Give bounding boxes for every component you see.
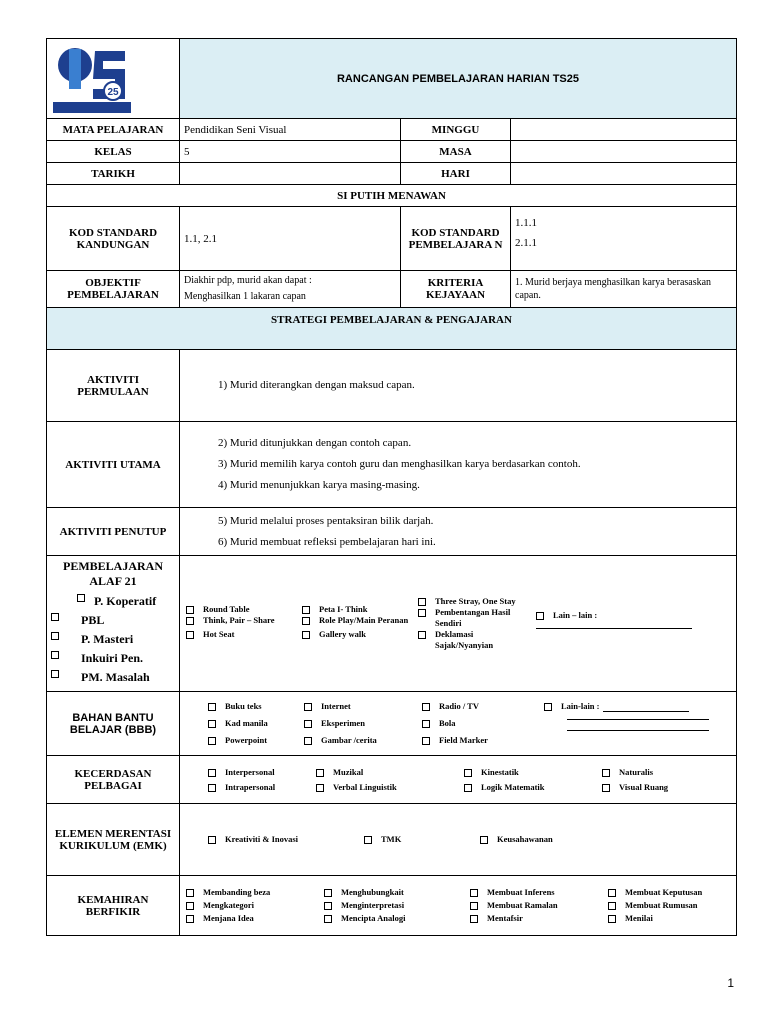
hari-value[interactable] — [511, 163, 737, 185]
emk-options — [208, 834, 732, 845]
bbb-option[interactable]: Eksperimen — [304, 718, 418, 729]
checkbox-icon[interactable] — [302, 617, 310, 625]
activity-item: 6) Murid membuat refleksi pembelajaran hari ini. — [218, 535, 436, 548]
checkbox-icon[interactable] — [536, 612, 544, 620]
aktiviti-permulaan-label: AKTIVITI PERMULAAN — [47, 350, 180, 422]
emk-option[interactable]: Kreativiti & Inovasi — [208, 834, 360, 845]
kemahiran-option[interactable]: Menilai — [608, 913, 732, 924]
pa21-option[interactable]: Gallery walk — [302, 629, 414, 640]
checkbox-icon[interactable] — [480, 836, 488, 844]
checkbox-icon[interactable] — [464, 769, 472, 777]
bbb-option[interactable]: Gambar /cerita — [304, 735, 418, 746]
pa21-type-inkuiri[interactable]: Inkuiri Pen. — [51, 649, 175, 668]
checkbox-icon[interactable] — [51, 613, 59, 621]
rph-table — [46, 38, 737, 936]
kecerdasan-option[interactable]: Interpersonal — [208, 767, 312, 778]
checkbox-icon[interactable] — [316, 769, 324, 777]
checkbox-icon[interactable] — [364, 836, 372, 844]
checkbox-icon[interactable] — [186, 606, 194, 614]
checkbox-icon[interactable] — [470, 889, 478, 897]
pa21-col — [536, 596, 732, 651]
aktiviti-utama-label: AKTIVITI UTAMA — [47, 422, 180, 508]
strategi-heading: STRATEGI PEMBELAJARAN & PENGAJARAN — [47, 308, 737, 350]
pa21-col — [302, 596, 414, 651]
pa21-label-cell — [47, 556, 180, 692]
ksp-item: 2.1.1 — [515, 237, 537, 249]
checkbox-icon[interactable] — [208, 703, 216, 711]
activity-item: 2) Murid ditunjukkan dengan contoh capan. — [218, 437, 412, 449]
pa21-col — [186, 596, 298, 651]
kemahiran-option[interactable]: Menghubungkait — [324, 887, 466, 898]
bbb-options — [208, 701, 732, 746]
kecerdasan-options-cell — [180, 756, 737, 804]
checkbox-icon[interactable] — [186, 617, 194, 625]
hari-label: HARI — [401, 163, 511, 185]
pa21-option[interactable]: Three Stray, One Stay — [418, 596, 532, 607]
mata-pelajaran-value[interactable]: Pendidikan Seni Visual — [180, 119, 401, 141]
page-number: 1 — [727, 976, 734, 990]
ksp-value[interactable] — [511, 207, 737, 271]
emk-options-cell — [180, 804, 737, 876]
pa21-option[interactable]: Pembentangan Hasil Sendiri — [418, 607, 532, 629]
pa21-type-pm-masalah[interactable]: PM. Masalah — [51, 668, 175, 687]
checkbox-icon[interactable] — [324, 915, 332, 923]
ts25-logo — [53, 41, 131, 113]
checkbox-icon[interactable] — [608, 902, 616, 910]
kecerdasan-option[interactable]: Verbal Linguistik — [316, 782, 460, 793]
kemahiran-option[interactable]: Menginterpretasi — [324, 900, 466, 911]
checkbox-icon[interactable] — [602, 784, 610, 792]
kemahiran-option[interactable]: Membuat Ramalan — [470, 900, 604, 911]
bbb-col — [544, 701, 732, 746]
checkbox-icon[interactable] — [544, 703, 552, 711]
checkbox-icon[interactable] — [418, 631, 426, 639]
kemahiran-option[interactable]: Mencipta Analogi — [324, 913, 466, 924]
kemahiran-options-cell — [180, 876, 737, 936]
ksp-item: 1.1.1 — [515, 217, 537, 229]
kecerdasan-option[interactable]: Intrapersonal — [208, 782, 312, 793]
pa21-option[interactable]: Peta I- Think — [302, 604, 414, 615]
activity-item: 5) Murid melalui proses pentaksiran bilik darjah. — [218, 514, 434, 527]
pa21-option[interactable]: Hot Seat — [186, 629, 298, 640]
bbb-col — [208, 701, 300, 746]
tarikh-label: TARIKH — [47, 163, 180, 185]
pa21-label: PEMBELAJARAN ALAF 21 — [62, 559, 163, 588]
checkbox-icon[interactable] — [186, 902, 194, 910]
bbb-lain[interactable]: Lain-lain : — [544, 701, 732, 712]
kemahiran-option[interactable]: Membuat Inferens — [470, 887, 604, 898]
logo-cell — [47, 39, 180, 119]
pa21-type-p-masteri[interactable]: P. Masteri — [51, 630, 175, 649]
checkbox-icon[interactable] — [186, 915, 194, 923]
checkbox-icon[interactable] — [302, 631, 310, 639]
bbb-lain-line[interactable] — [603, 701, 689, 712]
checkbox-icon[interactable] — [77, 594, 85, 602]
kemahiran-option[interactable]: Membuat Keputusan — [608, 887, 732, 898]
checkbox-icon[interactable] — [186, 889, 194, 897]
aktiviti-penutup-list[interactable] — [180, 508, 737, 556]
pa21-col — [418, 596, 532, 651]
bbb-option[interactable]: Buku teks — [208, 701, 300, 712]
checkbox-icon[interactable] — [418, 609, 426, 617]
pa21-type-pbl[interactable]: PBL — [51, 611, 175, 630]
aktiviti-penutup-label: AKTIVITI PENUTUP — [47, 508, 180, 556]
checkbox-icon[interactable] — [324, 902, 332, 910]
bbb-options-cell — [180, 692, 737, 756]
pa21-lain[interactable]: Lain – lain : — [536, 610, 732, 621]
kecerdasan-label: KECERDASAN PELBAGAI — [47, 756, 180, 804]
objektif-line: Menghasilkan 1 lakaran capan — [184, 291, 306, 302]
checkbox-icon[interactable] — [304, 720, 312, 728]
pa21-type-p-koperatif[interactable]: P. Koperatif — [51, 592, 175, 611]
masa-label: MASA — [401, 141, 511, 163]
checkbox-icon[interactable] — [422, 737, 430, 745]
pa21-option[interactable]: Role Play/Main Peranan — [302, 615, 414, 626]
checkbox-icon[interactable] — [470, 902, 478, 910]
checkbox-icon[interactable] — [51, 651, 59, 659]
masa-value[interactable] — [511, 141, 737, 163]
objektif-value[interactable] — [180, 271, 401, 308]
aktiviti-utama-list[interactable] — [180, 422, 737, 508]
form-title: RANCANGAN PEMBELAJARAN HARIAN TS25 — [180, 39, 737, 119]
bbb-option[interactable]: Internet — [304, 701, 418, 712]
bbb-option[interactable]: Field Marker — [422, 735, 540, 746]
kecerdasan-option[interactable]: Muzikal — [316, 767, 460, 778]
ksk-value[interactable]: 1.1, 2.1 — [180, 207, 401, 271]
emk-option[interactable]: Keusahawanan — [480, 834, 732, 845]
kecerdasan-option[interactable]: Kinestatik — [464, 767, 598, 778]
bbb-lain-line[interactable] — [567, 730, 709, 731]
kelas-value[interactable]: 5 — [180, 141, 401, 163]
checkbox-icon[interactable] — [470, 915, 478, 923]
checkbox-icon[interactable] — [602, 769, 610, 777]
kemahiran-option[interactable]: Mengkategori — [186, 900, 320, 911]
kemahiran-label: KEMAHIRAN BERFIKIR — [47, 876, 180, 936]
pa21-option[interactable]: Round Table — [186, 604, 298, 615]
bbb-label: BAHAN BANTU BELAJAR (BBB) — [47, 692, 180, 756]
emk-label: ELEMEN MERENTASI KURIKULUM (EMK) — [47, 804, 180, 876]
bbb-option[interactable]: Radio / TV — [422, 701, 540, 712]
pa21-type-list — [51, 592, 175, 687]
activity-item: 4) Murid menunjukkan karya masing-masing. — [218, 479, 420, 491]
bbb-option[interactable]: Kad manila — [208, 718, 300, 729]
ksp-label: KOD STANDARD PEMBELAJARA N — [401, 207, 511, 271]
checkbox-icon[interactable] — [464, 784, 472, 792]
bbb-col — [422, 701, 540, 746]
checkbox-icon[interactable] — [304, 703, 312, 711]
checkbox-icon[interactable] — [208, 784, 216, 792]
kecerdasan-option[interactable]: Naturalis — [602, 767, 732, 778]
emk-option[interactable]: TMK — [364, 834, 476, 845]
pa21-options-cell — [180, 556, 737, 692]
checkbox-icon[interactable] — [422, 703, 430, 711]
checkbox-icon[interactable] — [208, 720, 216, 728]
kelas-label: KELAS — [47, 141, 180, 163]
kemahiran-option[interactable]: Membanding beza — [186, 887, 320, 898]
checkbox-icon[interactable] — [302, 606, 310, 614]
pa21-option[interactable]: Deklamasi Sajak/Nyanyian — [418, 629, 532, 651]
aktiviti-permulaan-list[interactable] — [180, 350, 737, 422]
mata-pelajaran-label: MATA PELAJARAN — [47, 119, 180, 141]
kemahiran-options — [186, 887, 732, 924]
pa21-option[interactable]: Think, Pair – Share — [186, 615, 298, 626]
activity-item: 3) Murid memilih karya contoh guru dan menghasilkan karya berdasarkan contoh. — [218, 458, 581, 470]
kriteria-label: KRITERIA KEJAYAAN — [401, 271, 511, 308]
checkbox-icon[interactable] — [208, 769, 216, 777]
tarikh-value[interactable] — [180, 163, 401, 185]
objektif-label: OBJEKTIF PEMBELAJARAN — [47, 271, 180, 308]
kecerdasan-option[interactable]: Logik Matematik — [464, 782, 598, 793]
minggu-value[interactable] — [511, 119, 737, 141]
checkbox-icon[interactable] — [608, 915, 616, 923]
ksk-label: KOD STANDARD KANDUNGAN — [47, 207, 180, 271]
activity-item: 1) Murid diterangkan dengan maksud capan. — [218, 379, 415, 391]
kecerdasan-options — [208, 767, 732, 793]
pa21-options — [186, 596, 732, 651]
bbb-option[interactable]: Powerpoint — [208, 735, 300, 746]
kecerdasan-option[interactable]: Visual Ruang — [602, 782, 732, 793]
checkbox-icon[interactable] — [186, 631, 194, 639]
checkbox-icon[interactable] — [304, 737, 312, 745]
bbb-option[interactable]: Bola — [422, 718, 540, 729]
checkbox-icon[interactable] — [608, 889, 616, 897]
kemahiran-option[interactable]: Mentafsir — [470, 913, 604, 924]
bbb-lain-line[interactable] — [567, 719, 709, 720]
checkbox-icon[interactable] — [208, 836, 216, 844]
kemahiran-option[interactable]: Membuat Rumusan — [608, 900, 732, 911]
logo-text: 25 — [107, 87, 119, 98]
bbb-col — [304, 701, 418, 746]
pa21-lain-line[interactable] — [536, 628, 692, 629]
kriteria-value[interactable]: 1. Murid berjaya menghasilkan karya berasaskan capan. — [511, 271, 737, 308]
checkbox-icon[interactable] — [418, 598, 426, 606]
checkbox-icon[interactable] — [51, 632, 59, 640]
checkbox-icon[interactable] — [51, 670, 59, 678]
checkbox-icon[interactable] — [324, 889, 332, 897]
objektif-line: Diakhir pdp, murid akan dapat : — [184, 275, 312, 286]
checkbox-icon[interactable] — [422, 720, 430, 728]
lesson-topic: SI PUTIH MENAWAN — [47, 185, 737, 207]
checkbox-icon[interactable] — [316, 784, 324, 792]
kemahiran-option[interactable]: Menjana Idea — [186, 913, 320, 924]
checkbox-icon[interactable] — [208, 737, 216, 745]
minggu-label: MINGGU — [401, 119, 511, 141]
